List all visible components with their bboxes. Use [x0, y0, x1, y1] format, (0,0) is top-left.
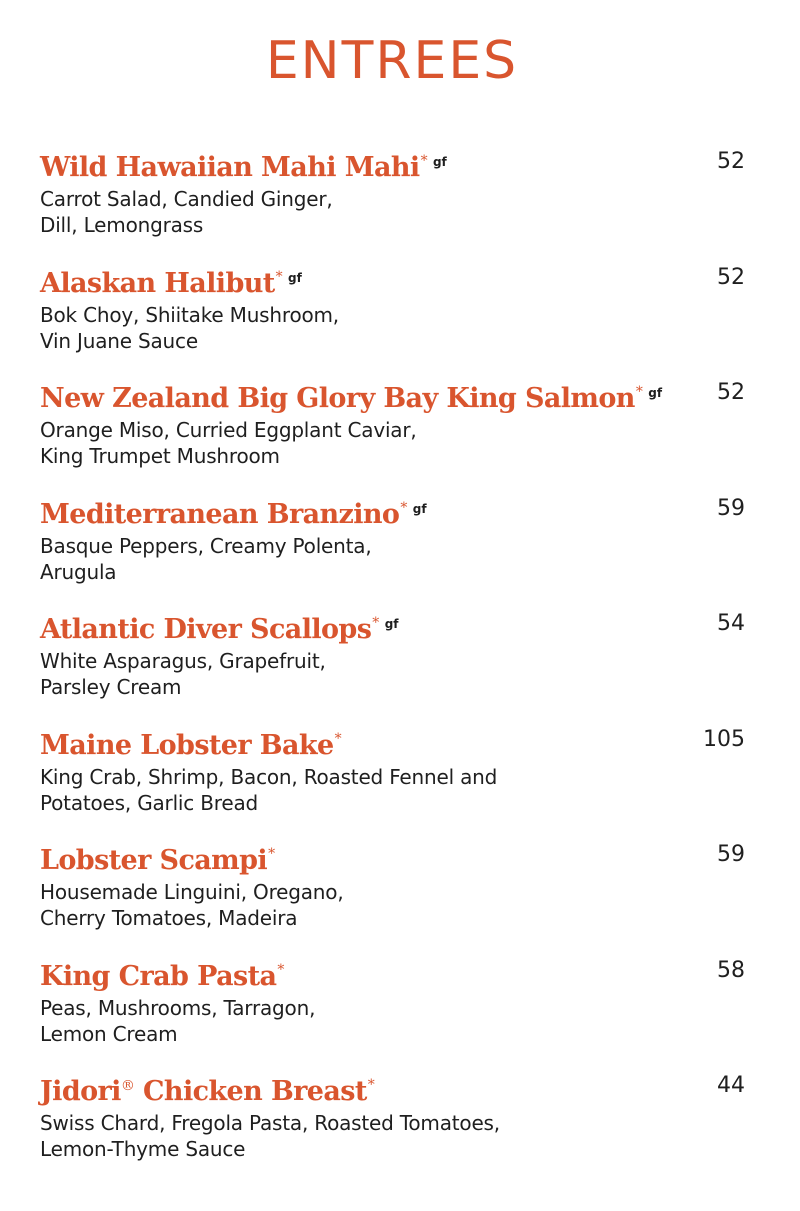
item-name-line	[40, 490, 745, 533]
item-description-line-2: Arugula	[40, 559, 117, 584]
raw-warning-asterisk: *	[400, 499, 407, 516]
menu-item-branzino	[40, 490, 745, 606]
registered-mark: ®	[120, 1078, 135, 1094]
item-description-line-2: Lemon-Thyme Sauce	[40, 1137, 246, 1161]
menu-item-lobster-bake	[40, 721, 745, 837]
menu-item-scallops	[40, 605, 745, 721]
item-description-line-1: Peas, Mushrooms, Tarragon,	[40, 995, 316, 1020]
raw-warning-asterisk: *	[635, 384, 643, 400]
gluten-free-tag: gf	[288, 270, 302, 285]
item-name: Maine Lobster Bake	[40, 729, 334, 761]
item-price: 59	[717, 495, 745, 521]
raw-warning-asterisk: *	[275, 268, 283, 285]
item-description-line-2: Dill, Lemongrass	[40, 213, 204, 237]
item-price: 52	[717, 264, 745, 290]
item-price: 52	[717, 149, 745, 174]
item-name: New Zealand Big Glory Bay King Salmon	[40, 383, 635, 414]
page-title: ENTREES	[265, 31, 519, 91]
item-name-line	[40, 836, 745, 879]
item-description-line-1: Basque Peppers, Creamy Polenta,	[40, 533, 372, 558]
item-price: 59	[717, 842, 745, 867]
menu-item-mahi-mahi	[40, 143, 745, 259]
item-description-line-2: Parsley Cream	[40, 675, 182, 699]
gluten-free-tag: gf	[648, 386, 663, 400]
item-name-line	[40, 143, 745, 186]
item-name-line	[40, 721, 745, 764]
menu-item-lobster-scampi	[40, 836, 745, 952]
item-description-line-1: Carrot Salad, Candied Ginger,	[40, 187, 333, 211]
menu-item-king-crab-pasta	[40, 952, 745, 1068]
item-description-line-1: Housemade Linguini, Oregano,	[40, 880, 344, 904]
item-description-line-2: Cherry Tomatoes, Madeira	[40, 906, 298, 930]
gluten-free-tag: gf	[412, 501, 427, 516]
raw-warning-asterisk: *	[367, 1077, 375, 1093]
item-name: Alaskan Halibut	[40, 267, 275, 299]
item-name: Mediterranean Branzino	[40, 498, 400, 530]
raw-warning-asterisk: *	[372, 615, 379, 631]
gluten-free-tag: gf	[432, 155, 447, 169]
raw-warning-asterisk: *	[277, 961, 284, 978]
entree-list	[40, 143, 745, 1183]
item-name-part-1: Jidori	[40, 1076, 121, 1107]
item-price: 54	[717, 611, 745, 636]
menu-item-chicken-breast	[40, 1067, 745, 1183]
item-description-line-1: King Crab, Shrimp, Bacon, Roasted Fennel and	[40, 764, 498, 789]
menu-item-king-salmon	[40, 374, 745, 490]
item-description-line-1: Orange Miso, Curried Eggplant Caviar,	[40, 418, 417, 442]
item-name-part-2: Chicken Breast	[134, 1076, 367, 1107]
item-name: Atlantic Diver Scallops	[40, 614, 372, 645]
item-price: 105	[703, 726, 745, 752]
item-description-line-1: Bok Choy, Shiitake Mushroom,	[40, 302, 339, 327]
item-description-line-2: Lemon Cream	[40, 1021, 178, 1046]
item-price: 44	[717, 1073, 745, 1098]
item-description-line-1: White Asparagus, Grapefruit,	[40, 649, 326, 673]
item-price: 52	[717, 380, 745, 405]
item-description-line-2: King Trumpet Mushroom	[40, 444, 280, 468]
item-name-line	[40, 1067, 745, 1110]
item-description-line-2: Potatoes, Garlic Bread	[40, 790, 259, 815]
item-name-line	[40, 952, 745, 995]
raw-warning-asterisk: *	[420, 153, 427, 169]
item-name: King Crab Pasta	[40, 960, 277, 992]
gluten-free-tag: gf	[384, 617, 399, 631]
item-price: 58	[717, 957, 745, 983]
item-name-line	[40, 374, 745, 417]
item-name: Lobster Scampi	[40, 845, 268, 876]
menu-item-halibut	[40, 259, 745, 375]
raw-warning-asterisk: *	[334, 730, 342, 747]
item-name: Wild Hawaiian Mahi Mahi	[40, 152, 420, 183]
item-name-line	[40, 259, 745, 302]
item-name-line	[40, 605, 745, 648]
item-description-line-1: Swiss Chard, Fregola Pasta, Roasted Tomatoes,	[40, 1111, 500, 1135]
item-description-line-2: Vin Juane Sauce	[40, 328, 198, 353]
raw-warning-asterisk: *	[268, 846, 275, 862]
